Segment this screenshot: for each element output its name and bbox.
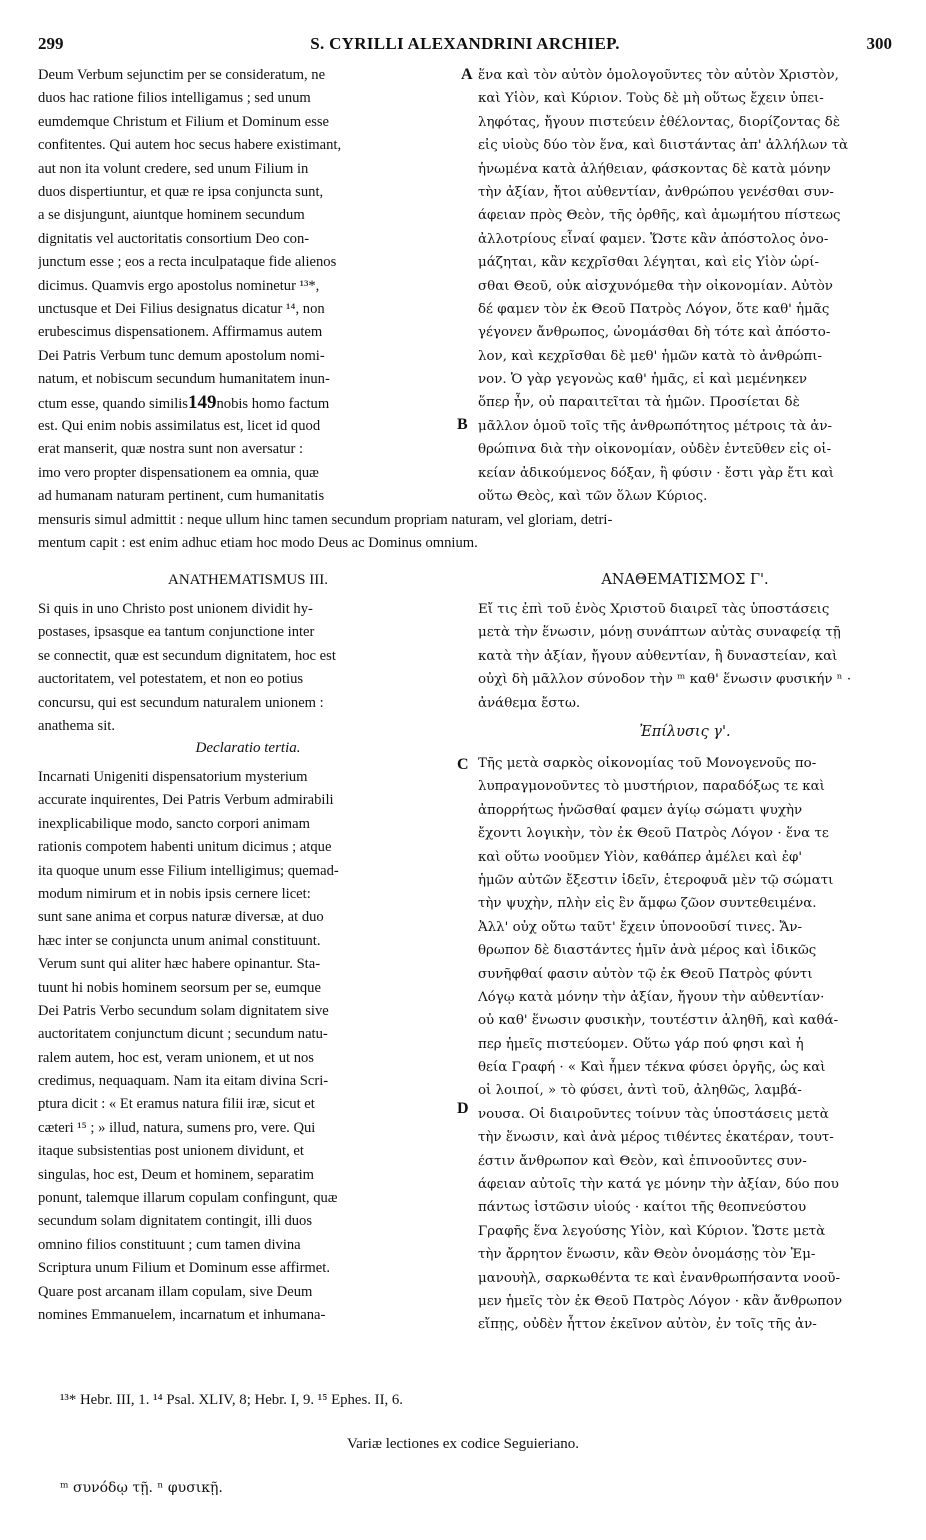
text-line: εἰς υἱοὺς δύο τὸν ἕνα, καὶ διιστάντας ἀπ' ἀλλήλων τὰ — [478, 138, 849, 154]
text-line: a se disjungunt, aiuntque hominem secundum — [38, 207, 305, 224]
text-line: singulas, hoc est, Deum et hominem, separatim — [38, 1166, 315, 1183]
column-number: 149 — [187, 392, 217, 414]
text-line: μανουὴλ, σαρκωθέντα τε καὶ ἐνανθρωπήσαντα νοοῦ- — [478, 1270, 840, 1286]
text-line: οὐχὶ δὴ μᾶλλον σύνοδον τὴν ᵐ καθ' ἕνωσιν φυσικήν ⁿ · — [478, 672, 852, 688]
text-line: inexplicabilique modo, sancto corpori animam — [38, 815, 310, 832]
text-line: ἀλλοτρίους εἶναί φαμεν. Ὥστε κἂν ἀπόστολος ὀνο- — [478, 231, 829, 247]
subheading-epilysis-greek: Ἐπίλυσις γ'. — [639, 724, 731, 740]
heading-anathematismus-greek: ΑΝΑΘΕΜΑΤΙΣΜΟΣ Γ'. — [601, 572, 769, 588]
text-fragment: nobis homo factum — [216, 396, 330, 413]
text-line: secundum solam dignitatem contingit, illi duos — [38, 1213, 313, 1230]
text-line: οἱ λοιποί, » τὸ φύσει, ἀντὶ τοῦ, ἀληθῶς, λαμβά- — [478, 1083, 802, 1099]
text-line: Dei Patris Verbum tunc demum apostolum nomi- — [38, 347, 325, 364]
full-width-line-1: mensuris simul admittit : neque ullum hinc tamen secundum propriam naturam, vel gloriam, detri- — [38, 512, 613, 528]
text-line: οὐ καθ' ἕνωσιν φυσικὴν, τουτέστιν ἀληθῆ, καὶ καθά- — [478, 1013, 839, 1029]
greek-anathematism-text — [478, 598, 892, 715]
text-line: νον. Ὁ γὰρ γεγονὼς καθ' ἡμᾶς, εἰ καὶ μεμένηκεν — [478, 372, 808, 388]
text-line: λυπραγμονοῦντες τὸ μυστήριον, παραδόξως τε καὶ — [478, 779, 825, 795]
text-line: Ἀλλ' οὐχ οὕτω ταῦτ' ἔχειν ὑπονοοῦσί τινες. Ἄν- — [478, 919, 803, 935]
text-line: ita quoque unum esse Filium intelligimus; quemad- — [38, 862, 339, 879]
text-line: μᾶλλον ὁμοῦ τοῖς τῆς ἀνθρωπότητος μέτροις τὰ ἀν- — [478, 418, 833, 434]
text-line: Λόγῳ κατὰ μόνην τὴν ἀξίαν, ἤγουν τὴν αὐθεντίαν· — [478, 989, 825, 1005]
text-line: θρώπινα διὰ τὴν οἰκονομίαν, οὐδὲν ἐντεῦθεν εἰς οἰ- — [478, 442, 832, 458]
margin-marker-d: D — [457, 1100, 469, 1117]
text-line: postases, ipsasque ea tantum conjunctione inter — [38, 624, 315, 641]
subheading-declaratio-latin: Declaratio tertia. — [195, 740, 301, 756]
text-line: natum, et nobiscum secundum humanitatem inun- — [38, 371, 330, 388]
text-line: credimus, nequaquam. Nam ita eitam divina Scri- — [38, 1073, 329, 1090]
text-line: περ ἡμεῖς πιστεύομεν. Οὕτω γάρ πού φησι καὶ ἡ — [478, 1036, 804, 1052]
text-line: duos dispertiuntur, et quæ re ipsa conjuncta sunt, — [38, 183, 324, 200]
text-line: omnino filios constituunt ; cum tamen divina — [38, 1236, 301, 1253]
text-line: auctoritatem, vel potestatem, et non eo potius — [38, 671, 304, 688]
page-number-left: 299 — [38, 34, 64, 53]
text-line: εἴπῃς, οὐδὲν ἧττον ἐκεῖνον αὐτὸν, ἐν τοῖς τῆς ἀν- — [478, 1317, 817, 1333]
text-line: duos hac ratione filios intelligamus ; sed unum — [38, 90, 311, 107]
text-line: ἀπορρήτως ἡνῶσθαί φαμεν ἁγίῳ σώματι ψυχὴν — [478, 802, 803, 818]
text-line: auctoritatem conjunctum dicunt ; secundum natu- — [38, 1026, 328, 1043]
text-line: anathema sit. — [38, 717, 115, 734]
text-line: οὕτω Θεὸς, καὶ τῶν ὅλων Κύριος. — [478, 489, 708, 505]
footnotes: ¹³* Hebr. III, 1. ¹⁴ Psal. XLIV, 8; Hebr. I, 9. ¹⁵ Ephes. II, 6. — [60, 1392, 403, 1408]
text-line: Verum sunt qui aliter hæc habere opinantur. Sta- — [38, 956, 321, 973]
text-line: τὴν ἄρρητον ἕνωσιν, κἂν Θεὸν ὀνομάσῃς τὸν Ἐμ- — [478, 1247, 816, 1263]
page-number-right: 300 — [866, 34, 892, 53]
text-line: τὴν ψυχὴν, πλὴν εἰς ἓν ἄμφω ζῶον συντεθειμένα. — [478, 896, 817, 912]
text-line: καὶ Υἱὸν, καὶ Κύριον. Τοὺς δὲ μὴ οὕτως ἔχειν ὑπει- — [478, 91, 824, 107]
text-line: nomines Emmanuelem, incarnatum et inhumana- — [38, 1306, 326, 1323]
margin-marker-b: B — [457, 416, 468, 433]
text-line: μετὰ τὴν ἕνωσιν, μόνῃ συνάπτων αὐτὰς συναφείᾳ τῇ — [478, 625, 841, 641]
text-line: est. Qui enim nobis assimilatus est, licet id quod — [38, 417, 321, 434]
text-line: ἡμῶν αὐτῶν ἔξεστιν ἰδεῖν, ἑτεροφυᾶ μὲν τῷ σώματι — [478, 872, 834, 888]
text-line: θεία Γραφή · « Καὶ ἦμεν τέκνα φύσει ὀργῆς, ὡς καὶ — [478, 1060, 826, 1076]
text-line: se connectit, quæ est secundum dignitatem, hoc est — [38, 647, 336, 664]
text-line: μάζηται, κἂν κεχρῖσθαι λέγηται, καὶ εἰς Υἱὸν ὡρί- — [478, 255, 819, 271]
margin-marker-a: A — [461, 66, 473, 83]
text-line: itaque subsistentias post unionem dividunt, et — [38, 1143, 304, 1160]
text-line: imo vero propter dispensationem ea omnia, quæ — [38, 464, 319, 481]
text-line: ἀνάθεμα ἔστω. — [478, 695, 581, 711]
text-line: concursu, qui est secundum naturalem unionem : — [38, 694, 324, 711]
text-line: ponunt, talemque illarum copulam confingunt, quæ — [38, 1190, 338, 1207]
latin-declaratio-text — [38, 766, 458, 1327]
text-line: dicimus. Quamvis ergo apostolus nominetur ¹³*, — [38, 277, 320, 294]
text-line: dignitatis vel auctoritatis consortium Deo con- — [38, 230, 310, 247]
text-line: πάντως ἱστῶσιν υἱούς · καίτοι τῆς θεοπνεύστου — [478, 1200, 807, 1216]
text-line: Si quis in uno Christo post unionem dividit hy- — [38, 601, 313, 617]
text-line: Εἴ τις ἐπὶ τοῦ ἑνὸς Χριστοῦ διαιρεῖ τὰς ὑποστάσεις — [478, 602, 830, 617]
text-line: έστιν ἄνθρωπον καὶ Θεὸν, καὶ ἐπινοοῦντες συν- — [478, 1153, 807, 1169]
variae-lectiones-title: Variæ lectiones ex codice Seguieriano. — [346, 1436, 579, 1452]
text-line: Τῆς μετὰ σαρκὸς οἰκονομίας τοῦ Μονογενοῦς πο- — [478, 756, 817, 771]
text-line: άφειαν πρὸς Θεὸν, τῆς ὀρθῆς, καὶ ἀμωμήτου πίστεως — [478, 208, 841, 224]
full-width-line-2: mentum capit : est enim adhuc etiam hoc modo Deus ac Dominus omnium. — [38, 535, 478, 551]
text-line: hæc inter se conjuncta unum animal constituunt. — [38, 932, 321, 949]
text-line — [38, 391, 458, 414]
text-line: ἔχοντι λογικὴν, τὸν ἐκ Θεοῦ Πατρὸς Λόγον · ἕνα τε — [478, 826, 829, 842]
text-line: Quare post arcanam illam copulam, sive Deum — [38, 1283, 313, 1300]
text-line: cæteri ¹⁵ ; » illud, natura, sumens pro, vere. Qui — [38, 1119, 316, 1136]
margin-marker-c: C — [457, 756, 469, 773]
latin-column-top — [38, 64, 458, 508]
text-line: σθαι Θεοῦ, οὐκ αἰσχυνόμεθα τὴν οἰκονομίαν. Αὐτὸν — [478, 278, 833, 294]
text-line: modum nimirum et in nobis ipsis cernere licet: — [38, 885, 311, 902]
text-line: ptura dicit : « Et eramus natura filii iræ, sicut et — [38, 1096, 315, 1113]
text-line: junctum esse ; eos a recta inculpataque fide alienos — [38, 254, 337, 271]
text-line: ad humanam naturam pertinent, cum humanitatis — [38, 488, 325, 505]
latin-anathematism-text — [38, 598, 458, 738]
text-line: ἡνωμένα κατὰ ἀλήθειαν, φάσκοντας δὲ κατὰ μόνην — [478, 161, 831, 177]
text-line: confitentes. Qui autem hoc secus habere existimant, — [38, 137, 342, 154]
text-line: erat manserit, quæ nostra sunt non aversatur : — [38, 441, 304, 458]
text-line: κείαν ἀδικούμενος δόξαν, ἢ φύσιν · ἔστι γὰρ ἔτι καὶ — [478, 465, 834, 481]
text-line: ἕνα καὶ τὸν αὐτὸν ὁμολογοῦντες τὸν αὐτὸν Χριστὸν, — [478, 68, 839, 83]
text-line: κατὰ τὴν ἀξίαν, ἤγουν αὐθεντίαν, ἢ δυναστείαν, καὶ — [478, 648, 838, 664]
text-line: ληφότας, ἤγουν πιστεύειν ἐθέλοντας, διορίζοντας δὲ — [478, 114, 841, 130]
text-line: τὴν ἕνωσιν, καὶ ἀνὰ μέρος τιθέντες ἑκατέραν, τουτ- — [478, 1130, 834, 1146]
text-line: erubescimus dispensationem. Affirmamus autem — [38, 324, 323, 341]
text-line: λον, καὶ κεχρῖσθαι δὲ μεθ' ἡμῶν κατὰ τὸ ἀνθρώπι- — [478, 348, 823, 364]
greek-epilysis-text — [478, 752, 892, 1337]
text-line: unctusque et Dei Filius designatus dicatur ¹⁴, non — [38, 300, 325, 317]
text-line: άφειαν αὐτοῖς τὴν κατά γε μόνην τὴν ἀξίαν, δύο που — [478, 1177, 839, 1193]
text-line: συνῆφθαί φασιν αὐτὸν τῷ ἐκ Θεοῦ Πατρὸς φύντι — [478, 966, 813, 982]
text-line: Incarnati Unigeniti dispensatorium mysterium — [38, 769, 308, 785]
text-line: eumdemque Christum et Filium et Dominum esse — [38, 113, 330, 130]
text-line: Γραφῆς ἕνα λεγούσης Υἱὸν, καὶ Κύριον. Ὥστε μετὰ — [478, 1223, 826, 1239]
text-line: Deum Verbum sejunctim per se consideratum, ne — [38, 67, 326, 83]
text-line: ὅπερ ἦν, οὐ παραιτεῖται τὰ ἡμῶν. Προσίεται δὲ — [478, 395, 800, 411]
text-line: Dei Patris Verbo secundum solam dignitatem sive — [38, 1002, 329, 1019]
text-line: rationis compotem habenti unitum dicimus ; atque — [38, 839, 332, 856]
text-line: τὴν ἀξίαν, ἤτοι αὐθεντίαν, ἀνθρώπου γενέσθαι συν- — [478, 184, 834, 200]
text-line: tuunt hi nobis hominem seorsum per se, eumque — [38, 979, 321, 996]
text-line: ralem autem, hoc est, veram unionem, et ut nos — [38, 1049, 314, 1066]
greek-column-top — [478, 64, 892, 508]
text-line: aut non ita volunt credere, sed unum Filium in — [38, 160, 309, 177]
text-line: θρωπον δὲ διαστάντες ἡμῖν ἀνὰ μέρος καὶ ἰδικῶς — [478, 943, 817, 959]
text-line: μεν ἡμεῖς τὸν ἐκ Θεοῦ Πατρὸς Λόγον · κἂν ἄνθρωπον — [478, 1293, 843, 1309]
heading-anathematismus-latin: ANATHEMATISMUS III. — [168, 572, 328, 588]
text-line: Scriptura unum Filium et Dominum esse affirmet. — [38, 1260, 330, 1277]
running-title: S. CYRILLI ALEXANDRINI ARCHIEP. — [310, 34, 620, 53]
text-line: καὶ οὕτω νοοῦμεν Υἱὸν, καθάπερ ἀμέλει καὶ ἐφ' — [478, 849, 803, 865]
text-line: νουσα. Οἱ διαιροῦντες τοίνυν τὰς ὑποστάσεις μετὰ — [478, 1106, 829, 1122]
running-header — [38, 34, 892, 60]
text-line: sunt sane anima et corpus naturæ diversæ, at duo — [38, 909, 324, 926]
text-line: δέ φαμεν τὸν ἐκ Θεοῦ Πατρὸς Λόγον, ὅτε καθ' ἡμᾶς — [478, 301, 830, 317]
text-fragment: ctum esse, quando similis — [38, 396, 188, 413]
text-line: γέγονεν ἄνθρωπος, ὠνομάσθαι δὴ τότε καὶ ἀπόστο- — [478, 325, 831, 341]
variae-lectiones: ᵐ συνόδῳ τῇ. ⁿ φυσικῇ. — [60, 1480, 223, 1496]
text-line: accurate inquirentes, Dei Patris Verbum admirabili — [38, 792, 334, 809]
